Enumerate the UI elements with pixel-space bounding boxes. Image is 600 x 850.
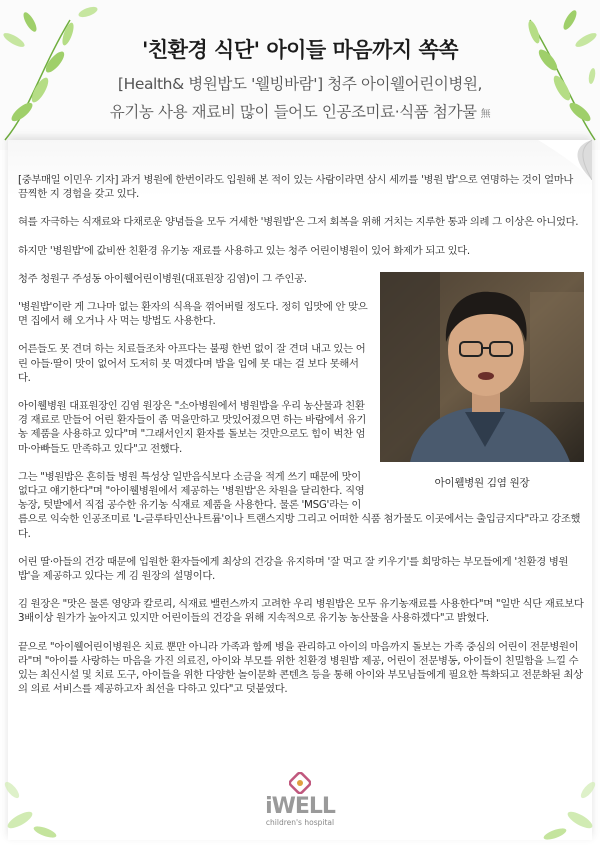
logo-name: iWELL bbox=[265, 794, 335, 819]
subtitle-line-2 bbox=[0, 100, 600, 122]
director-portrait-icon bbox=[380, 272, 584, 462]
hospital-logo bbox=[0, 772, 600, 827]
article-paragraph: 어린 딸·아들의 건강 때문에 입원한 환자들에게 최상의 건강을 유지하며 '잘 먹고 잘 키우기'를 희망하는 부모들에게 '친환경 병원밥'을 제공하고 있다는 게 김 원장의 설명이다. bbox=[18, 555, 569, 583]
subtitle-line-1: [Health& 병원밥도 '웰빙바람'] 청주 아이웰어린이병원, bbox=[117, 75, 483, 93]
article-paragraph: 혀를 자극하는 식재료와 다채로운 양념들을 모두 거세한 '병원밥'은 그저 회복을 위해 거치는 지루한 통과 의례 그 이상은 아니었다. bbox=[18, 216, 579, 229]
subtitle-line-2-text: 유기농 사용 재료비 많이 들어도 인공조미료·식품 첨가물 bbox=[109, 103, 477, 121]
logo-mark-icon bbox=[289, 772, 311, 794]
article-paragraph: 끝으로 "아이웰어린이병원은 치료 뿐만 아니라 가족과 함께 병을 관리하고 아이의 마음까지 돌보는 가족 중심의 어린이 전문병원이라"며 "아이를 사랑하는 마음을 가진 의료진, 아이와 부모를 위한 친환경 병원밥 제공, 어린이 전문병동, 아이들이 친밀함을 느낄 수 있는 최신시설 및 치료 도구, 아이들을 위한 다양한 놀이문화 콘텐츠 등을 통해 아이와 부모님들에게 필요한 특화되고 전문화된 최상의 의료 서비스를 제공하고자 최선을 다하고 있다"고 덧붙였다. bbox=[18, 640, 583, 696]
photo-caption: 아이웰병원 김염 원장 bbox=[434, 476, 530, 489]
header bbox=[0, 0, 600, 150]
page-title: '친환경 식단' 아이들 마음까지 쏙쏙 bbox=[141, 38, 459, 62]
article-paragraph: 어른들도 못 견뎌 하는 치료들조차 아프다는 불평 한번 없이 잘 견뎌 내고 있는 어린 아들·딸이 맛이 없어서 도저히 못 먹겠다며 밥을 입에 못 대는 걸 보다 못해서다. bbox=[18, 343, 366, 384]
article-paragraph: 김 원장은 "맛은 물론 영양과 칼로리, 식재료 밸런스까지 고려한 우리 병원밥은 모두 유기농재료를 사용한다"며 "일반 식단 재료보다 3배이상 원가가 높아지고 있지만 어린이들의 건강을 위해 지속적으로 유기농 농산물을 사용하겠다"고 밝혔다. bbox=[18, 598, 584, 625]
article-paragraph: 그는 "병원밥은 흔히들 병원 특성상 일반음식보다 소금을 적게 쓰기 때문에 맛이 없다고 얘기한다"며 "아이웰병원에서 제공하는 '병원밥'은 차원을 달리한다. 직영 농장, 텃밭에서 직접 공수한 유기농 식재료 제품을 사용한다. 물론 'MSG'라는 이름으로 익숙한 인공조미료 'L-글루타민산나트륨'이나 트랜스지방 그리고 어떠한 식품 첨가물도 이곳에서는 출입금지다"라고 강조했다. bbox=[18, 470, 581, 540]
article-paragraph: '병원밥'이란 게 그나마 없는 환자의 식욕을 꺾어버릴 정도다. 정히 입맛에 안 맞으면 집에서 해 오거나 사 먹는 방법도 사용한다. bbox=[18, 301, 368, 328]
article-paragraph: [중부매일 이민우 기자] 과거 병원에 한번이라도 입원해 본 적이 있는 사람이라면 삼시 세끼를 '병원 밥'으로 연명하는 것이 얼마나 끔찍한 지 경험을 갖고 있다. bbox=[18, 174, 574, 201]
director-photo bbox=[380, 272, 584, 462]
article-body bbox=[18, 173, 584, 710]
article-paragraph: 청주 청원구 주성동 아이웰어린이병원(대표원장 김염)이 그 주인공. bbox=[18, 272, 307, 285]
article-paragraph: 하지만 '병원밥'에 값비싼 친환경 유기농 재료를 사용하고 있는 청주 어린이병원이 있어 화제가 되고 있다. bbox=[18, 244, 470, 257]
photo-figure bbox=[380, 272, 584, 496]
subtitle-badge: 無 bbox=[480, 109, 491, 120]
article-paragraph: 아이웰병원 대표원장인 김염 원장은 "소아병원에서 병원밥을 우리 농산물과 친환경 재료로 만들어 어린 환자들이 좀 먹을만하고 맛있어졌으면 하는 바람에서 유기농 제품을 사용하고 있다"며 "그래서인지 환자를 돌보는 것만으로도 힘이 벅찬 엄마·아빠들도 만족하고 있다"고 전했다. bbox=[18, 400, 367, 455]
logo-subtitle: children's hospital bbox=[265, 818, 335, 827]
